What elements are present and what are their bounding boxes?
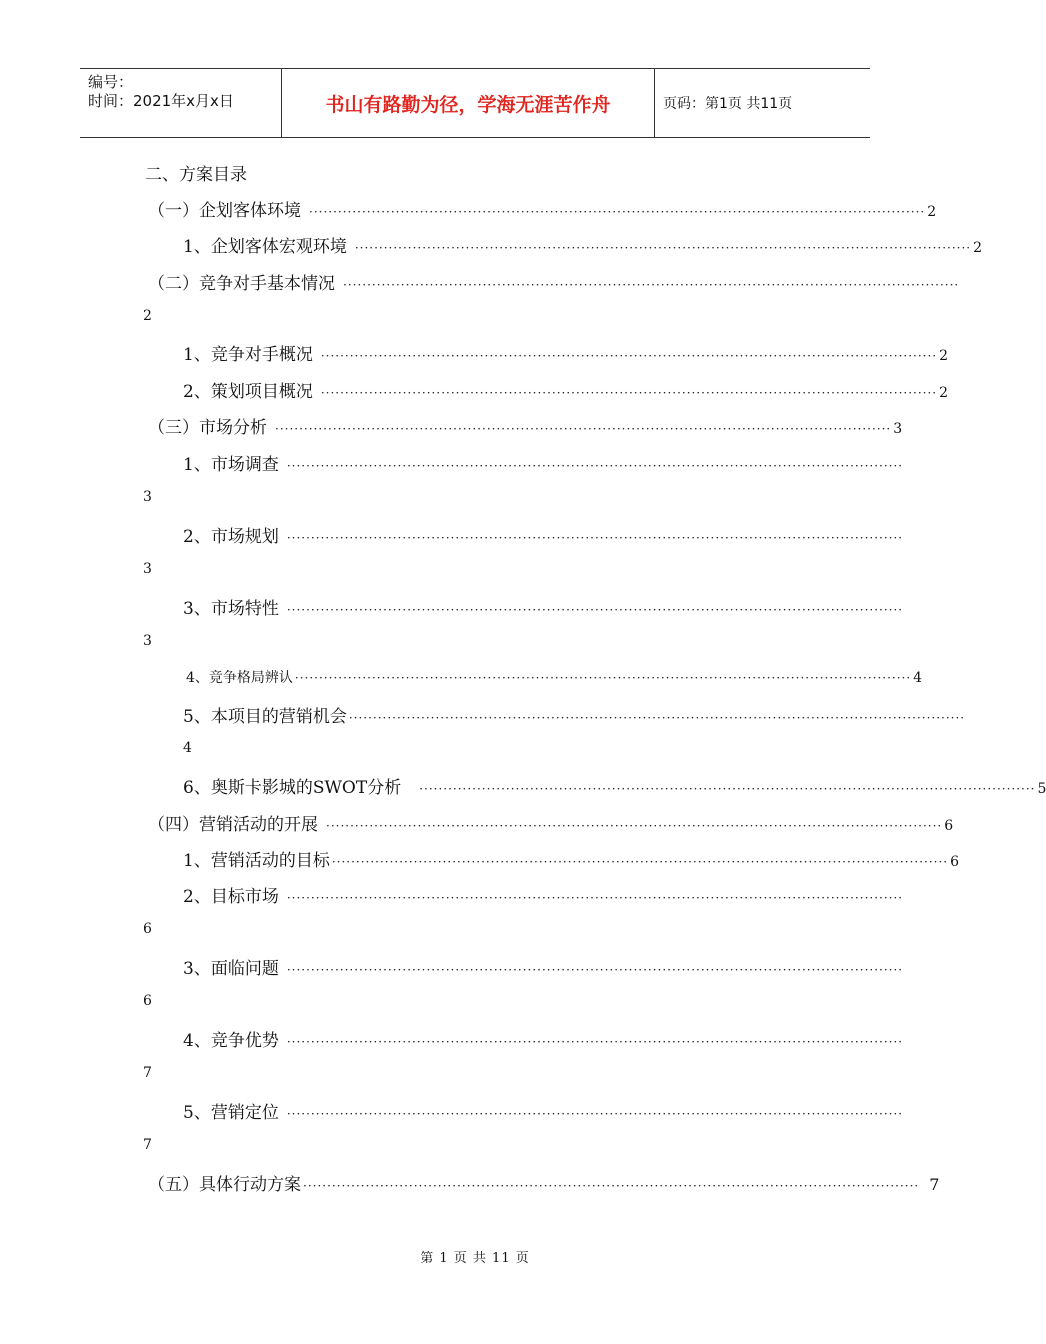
toc-leader: ································································································································ [309,205,926,219]
toc-entry-page: 2 [927,204,937,220]
toc-entry-page: 7 [143,1137,152,1153]
page-footer: 第 1 页 共 11 页 [420,1251,530,1266]
toc-entry [183,1026,904,1051]
toc-entry-page: 6 [143,921,152,937]
toc-entry-page: 7 [929,1175,940,1194]
toc-leader: ································································································································ [331,855,949,869]
toc-entry-page: 6 [143,993,152,1009]
toc-entry [148,413,903,438]
toc-leader: ································································································································ [275,422,892,436]
toc-entry-label: 1、企划客体宏观环境 [183,237,347,257]
toc-entry-page: 7 [143,1065,152,1081]
toc-entry-page: 3 [893,421,903,437]
toc-leader: ································································································································ [286,603,904,617]
toc-leader: ································································································································ [320,386,938,400]
toc-entry-label: （一）企划客体环境 [148,201,301,221]
toc-entry-label: 5、本项目的营销机会 [183,707,347,727]
toc-leader: ································································································································ [354,241,972,255]
toc-entry-page: 3 [143,561,152,577]
toc-entry [183,232,982,257]
toc-entry-page: 4 [913,670,923,686]
toc-entry [183,773,1046,798]
header-page-info: 页码：第1页 共11页 [663,96,793,112]
page-header [80,68,870,138]
toc-entry-page: 3 [143,489,152,505]
toc-entry-label: 3、面临问题 [183,959,279,979]
toc-entry [183,846,959,871]
toc-leader: ································································································································ [326,819,943,833]
toc-entry-page: 3 [143,633,152,649]
toc-entry-label: 4、竞争优势 [183,1031,279,1051]
toc-entry [183,702,966,727]
toc-entry [183,340,948,365]
toc-entry-page: 2 [973,240,982,256]
toc-leader: ································································································································ [286,531,904,545]
toc-leader: ································································································································ [343,278,960,292]
toc-leader: ································································································································ [303,1179,920,1193]
header-motto: 书山有路勤为径，学海无涯苦作舟 [325,93,611,116]
toc-entry-label: （五）具体行动方案 [148,1175,301,1195]
toc-entry [183,594,904,619]
toc-entry-label: （二）竞争对手基本情况 [148,274,335,294]
toc-leader: ································································································································ [286,1035,904,1049]
toc-leader: ································································································································ [286,963,904,977]
toc-entry [183,1098,904,1123]
toc-entry [148,810,954,835]
toc-entry-page: 2 [939,348,948,364]
toc-entry-label: 2、策划项目概况 [183,382,313,402]
toc-entry-label: （四）营销活动的开展 [148,815,318,835]
toc-entry [148,269,960,294]
header-motto-cell [281,69,655,137]
toc-entry-label: 5、营销定位 [183,1103,279,1123]
toc-leader: ································································································································ [294,671,912,685]
toc-entry [186,667,923,687]
toc-entry [148,1170,940,1195]
toc-leader: ································································································································ [320,349,938,363]
toc-leader: ································································································································ [286,1107,904,1121]
toc-entry-page: 5 [1037,781,1046,797]
toc-leader: ································································································································ [419,782,1036,796]
header-meta [80,69,280,137]
toc-entry-label: 1、营销活动的目标 [183,851,330,871]
toc-leader: ································································································································ [348,711,966,725]
toc-entry [183,450,904,475]
toc-entry-page: 2 [939,385,948,401]
toc-entry-label: 6、奥斯卡影城的SWOT分析 [183,778,402,798]
toc-leader: ································································································································ [286,891,904,905]
toc-entry-page: 2 [143,308,152,324]
toc-entry [183,522,904,547]
toc-entry-label: 2、市场规划 [183,527,279,547]
toc-entry-label: 1、市场调查 [183,455,279,475]
toc-entry-page: 6 [944,818,954,834]
toc-entry-label: 1、竞争对手概况 [183,345,313,365]
toc-entry [183,377,948,402]
doc-time-label: 时间：2021年x月x日 [88,92,234,110]
toc-entry [183,882,904,907]
toc-entry-page: 4 [183,740,192,756]
toc-entry-page: 6 [950,854,959,870]
toc-entry-label: （三）市场分析 [148,418,267,438]
toc-entry [183,954,904,979]
toc-leader: ································································································································ [286,459,904,473]
toc-entry-label: 3、市场特性 [183,599,279,619]
doc-number-label: 编号： [88,73,134,91]
toc-entry-label: 4、竞争格局辨认 [186,670,293,686]
toc-title: 二、方案目录 [145,165,247,185]
toc-entry [148,196,937,221]
toc-entry-label: 2、目标市场 [183,887,279,907]
